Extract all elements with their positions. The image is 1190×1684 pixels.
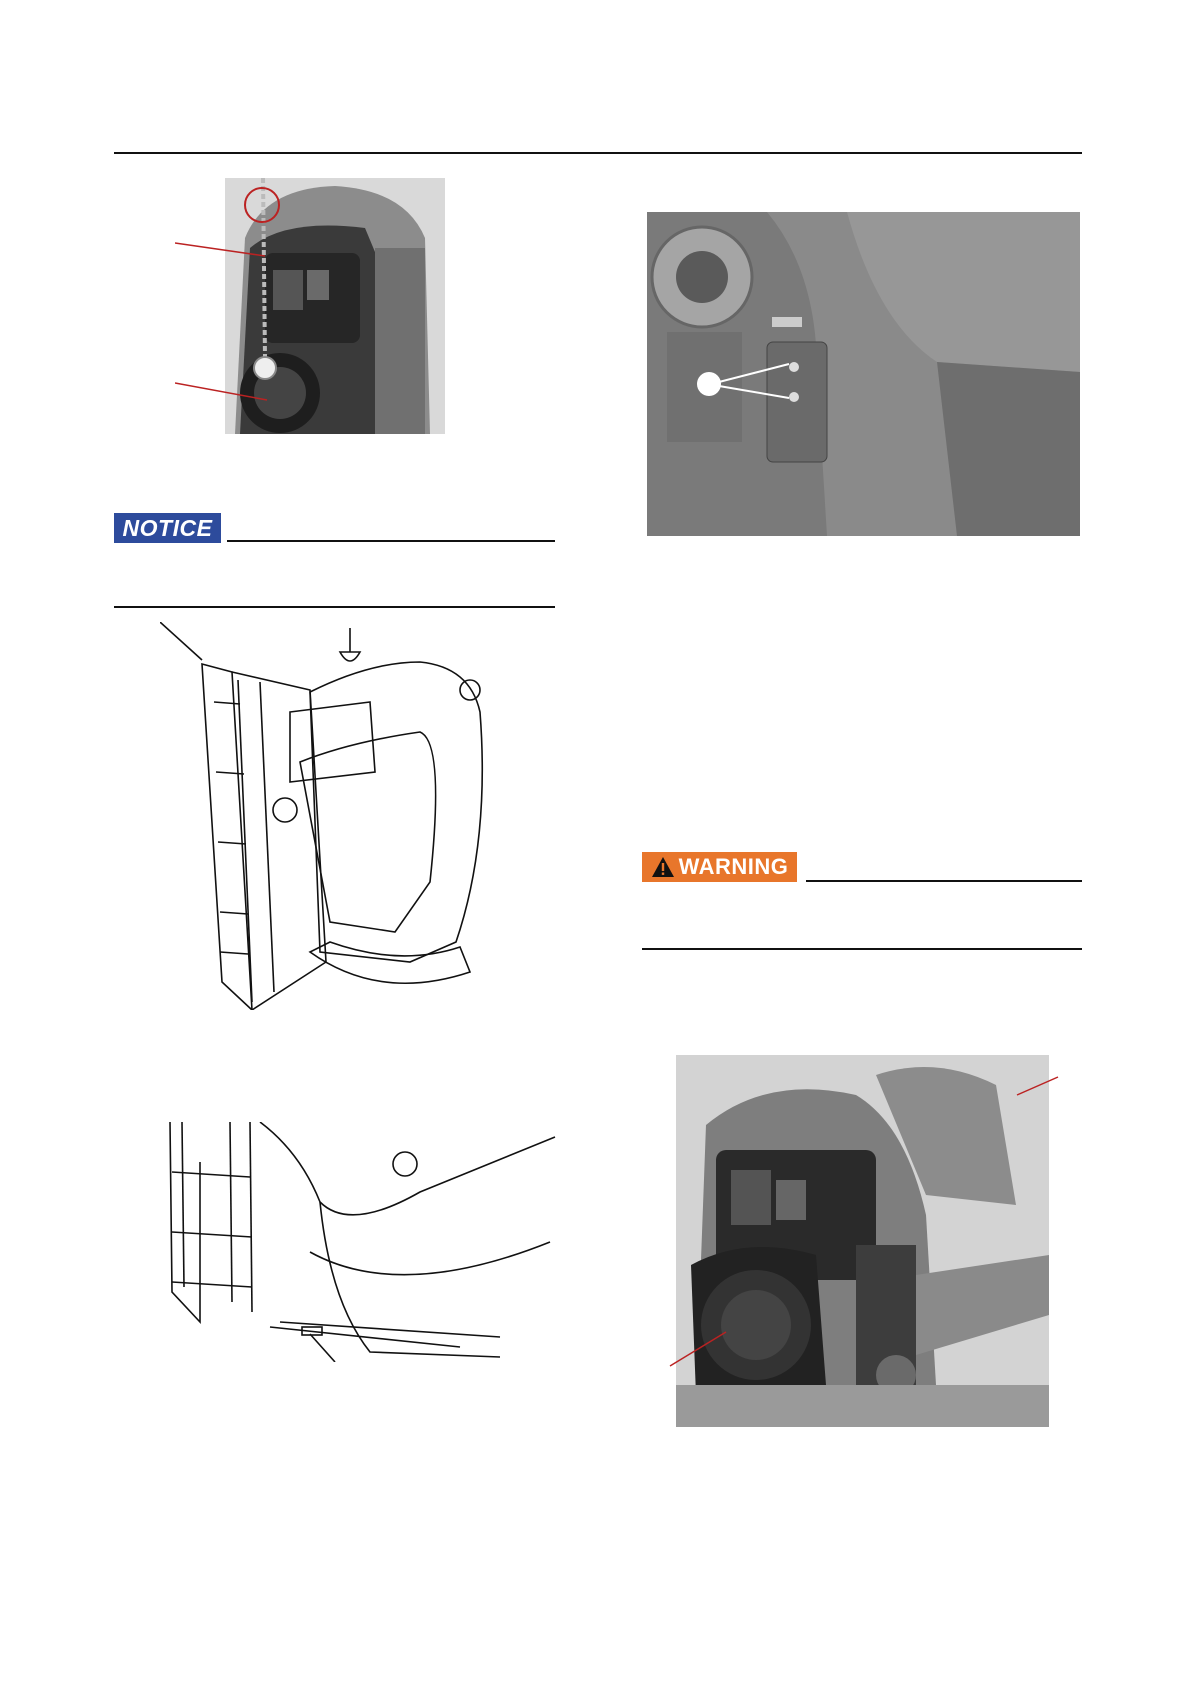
warning-badge bbox=[642, 852, 797, 882]
photo-bracket-bolts bbox=[647, 212, 1080, 536]
callout-leader-4 bbox=[668, 1330, 728, 1368]
callout-leader-2 bbox=[175, 380, 270, 405]
notice-top-rule bbox=[227, 540, 555, 542]
drawing-engine-on-stand bbox=[160, 622, 520, 1010]
notice-bottom-rule bbox=[114, 606, 555, 608]
notice-badge: NOTICE bbox=[114, 513, 221, 543]
callout-leader-1 bbox=[175, 240, 265, 260]
photo-engine-cowling-removed bbox=[676, 1055, 1049, 1427]
warning-bottom-rule bbox=[642, 948, 1082, 950]
callout-leader-3 bbox=[1015, 1075, 1060, 1097]
warning-triangle-icon bbox=[651, 856, 675, 878]
warning-top-rule bbox=[806, 880, 1082, 882]
warning-label: WARNING bbox=[678, 854, 789, 879]
header-rule bbox=[114, 152, 1082, 154]
drawing-stand-closeup bbox=[160, 1122, 560, 1362]
